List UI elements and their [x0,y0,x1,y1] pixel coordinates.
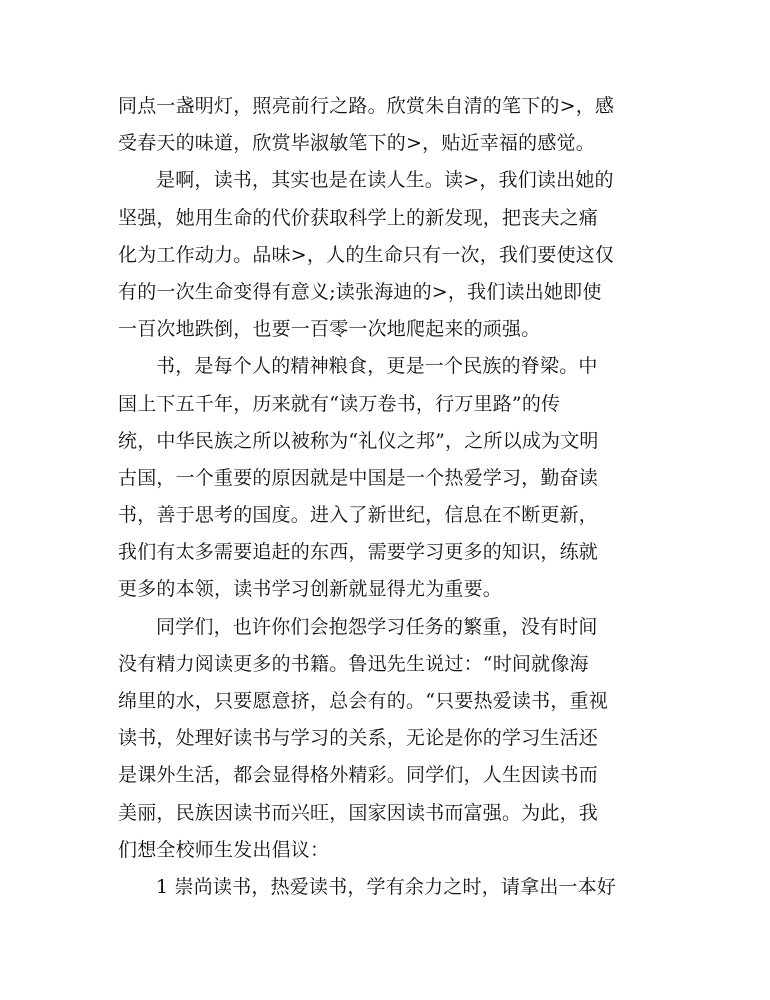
text-line: 们想全校师生发出倡议： [118,838,330,861]
text-line: 美丽，民族因读书而兴旺，国家因读书而富强。为此，我 [118,801,599,824]
paragraph-first-line: 书，是每个人的精神粮食，更是一个民族的脊梁。中 [156,355,598,378]
paragraph-first-line: 是啊，读书，其实也是在读人生。读>，我们读出她的 [156,169,614,192]
text-line: 绵里的水，只要愿意挤，总会有的。“只要热爱读书，重视 [118,690,608,712]
text-line: 书，善于思考的国度。进入了新世纪，信息在不断更新， [118,504,599,527]
text-line: 一百次地跌倒，也要一百零一次地爬起来的顽强。 [118,318,541,341]
text-line: 更多的本领，读书学习创新就显得尤为重要。 [118,578,503,601]
text-line: 化为工作动力。品味>，人的生命只有一次，我们要使这仅 [118,243,615,266]
list-item-first-line: 1 崇尚读书，热爱读书，学有余力之时，请拿出一本好 [156,875,617,898]
paragraph-first-line: 同学们，也许你们会抱怨学习任务的繁重，没有时间 [156,615,598,638]
text-line: 有的一次生命变得有意义;读张海迪的>，我们读出她即使 [118,280,602,303]
text-line: 同点一盏明灯，照亮前行之路。欣赏朱自清的笔下的>，感 [118,95,615,117]
text-line: 我们有太多需要追赶的东西，需要学习更多的知识，练就 [118,541,599,564]
text-line: 统，中华民族之所以被称为“礼仪之邦”，之所以成为文明 [118,429,599,452]
document-body [118,88,658,906]
text-line: 读书，处理好读书与学习的关系，无论是你的学习生活还 [118,727,599,750]
text-line: 是课外生活，都会显得格外精彩。同学们，人生因读书而 [118,764,599,787]
text-line: 国上下五千年，历来就有“读万卷书，行万里路”的传 [118,392,561,415]
text-line: 受春天的味道，欣赏毕淑敏笔下的>，贴近幸福的感觉。 [118,132,595,155]
text-line: 没有精力阅读更多的书籍。鲁迅先生说过：“时间就像海 [118,652,589,675]
text-line: 坚强，她用生命的代价获取科学上的新发现，把丧夫之痛 [118,206,599,229]
text-line: 古国，一个重要的原因就是中国是一个热爱学习，勤奋读 [118,466,599,489]
